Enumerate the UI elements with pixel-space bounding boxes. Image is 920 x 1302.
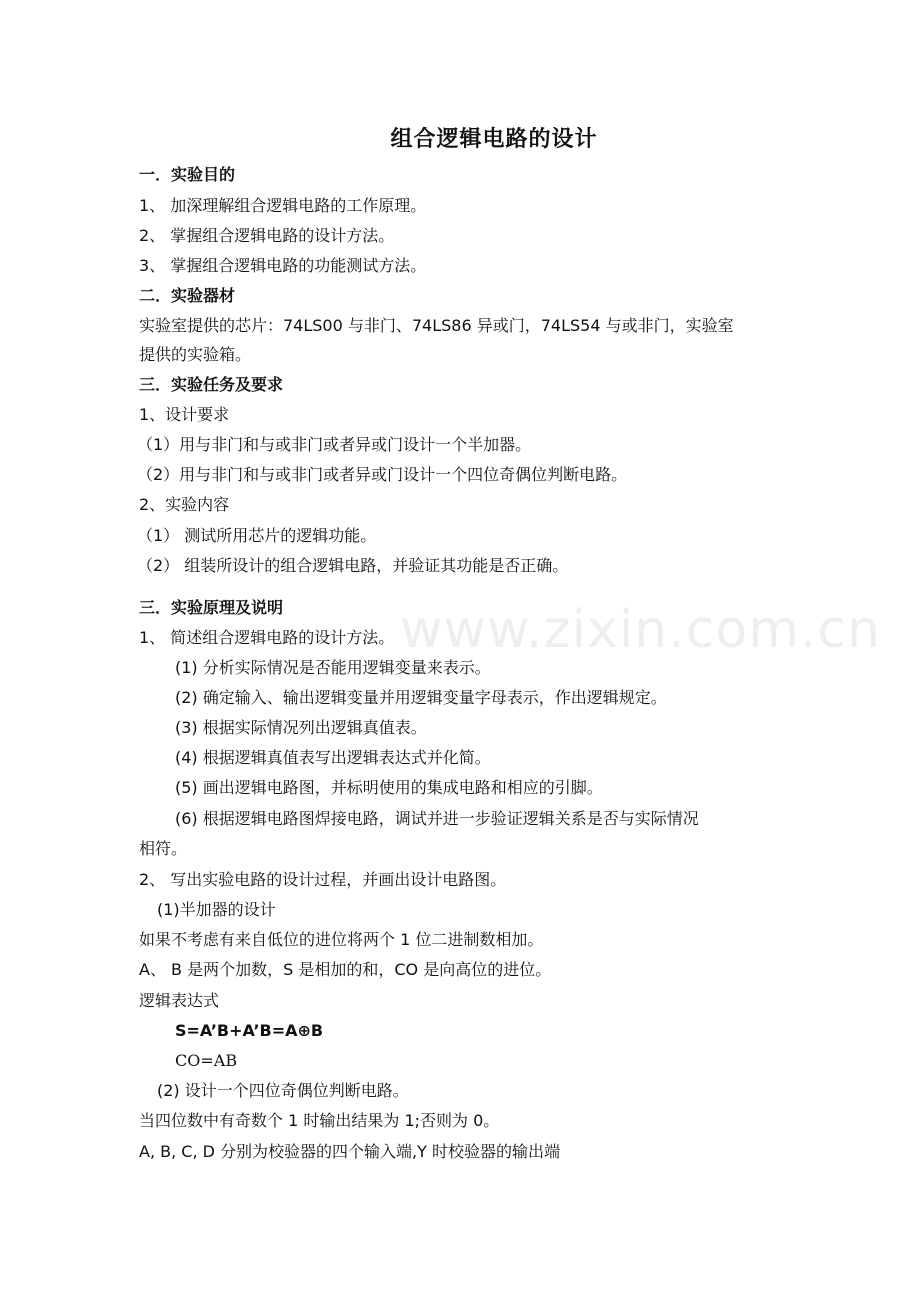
tasks-design-item-1: （1）用与非门和与或非门或者异或门设计一个半加器。 (137, 435, 532, 454)
section-heading-principle: 三．实验原理及说明 (139, 598, 284, 617)
tasks-design-item-2: （2）用与非门和与或非门或者异或门设计一个四位奇偶位判断电路。 (137, 465, 628, 484)
parity-paragraph-1: 当四位数中有奇数个 1 时输出结果为 1;否则为 0。 (139, 1111, 500, 1130)
parity-heading: (2) 设计一个四位奇偶位判断电路。 (157, 1081, 409, 1100)
logic-expression-label: 逻辑表达式 (139, 991, 220, 1010)
purpose-item-3: 3、 掌握组合逻辑电路的功能测试方法。 (139, 256, 427, 275)
tasks-subheading-content: 2、实验内容 (139, 495, 230, 514)
principle-item-2: 2、 写出实验电路的设计过程，并画出设计电路图。 (139, 870, 507, 889)
section-heading-equipment: 二．实验器材 (139, 286, 236, 305)
method-step-4: (4) 根据逻辑真值表写出逻辑表达式并化简。 (175, 748, 491, 767)
half-adder-paragraph-2: A、 B 是两个加数，S 是相加的和，CO 是向高位的进位。 (139, 960, 552, 979)
document-title: 组合逻辑电路的设计 (390, 127, 598, 152)
watermark: www.zixin.com.cn (400, 600, 881, 660)
principle-item-1: 1、 简述组合逻辑电路的设计方法。 (139, 628, 395, 647)
equipment-paragraph-line-1: 实验室提供的芯片：74LS00 与非门、74LS86 异或门，74LS54 与或非门，实验室 (139, 316, 734, 335)
half-adder-paragraph-1: 如果不考虑有来自低位的进位将两个 1 位二进制数相加。 (139, 930, 544, 949)
method-step-6: (6) 根据逻辑电路图焊接电路，调试并进一步验证逻辑关系是否与实际情况 (175, 809, 699, 828)
equipment-paragraph-line-2: 提供的实验箱。 (139, 345, 252, 364)
tasks-content-item-1: （1） 测试所用芯片的逻辑功能。 (137, 526, 377, 545)
purpose-item-1: 1、 加深理解组合逻辑电路的工作原理。 (139, 196, 427, 215)
half-adder-heading: (1)半加器的设计 (157, 900, 276, 919)
section-heading-purpose: 一．实验目的 (139, 165, 236, 184)
method-step-2: (2) 确定输入、输出逻辑变量并用逻辑变量字母表示，作出逻辑规定。 (175, 688, 667, 707)
section-heading-tasks: 三．实验任务及要求 (139, 375, 284, 394)
method-step-5: (5) 画出逻辑电路图，并标明使用的集成电路和相应的引脚。 (175, 778, 603, 797)
carry-expression: CO=AB (175, 1051, 238, 1070)
tasks-content-item-2: （2） 组装所设计的组合逻辑电路，并验证其功能是否正确。 (137, 556, 569, 575)
sum-expression: S=A’B+A’B=A⊕B (175, 1021, 324, 1040)
parity-paragraph-2: A, B, C, D 分别为校验器的四个输入端,Y 时校验器的输出端 (139, 1142, 560, 1161)
method-step-6-continued: 相符。 (139, 839, 188, 858)
tasks-subheading-design: 1、设计要求 (139, 405, 230, 424)
method-step-3: (3) 根据实际情况列出逻辑真值表。 (175, 718, 427, 737)
method-step-1: (1) 分析实际情况是否能用逻辑变量来表示。 (175, 658, 491, 677)
purpose-item-2: 2、 掌握组合逻辑电路的设计方法。 (139, 226, 395, 245)
